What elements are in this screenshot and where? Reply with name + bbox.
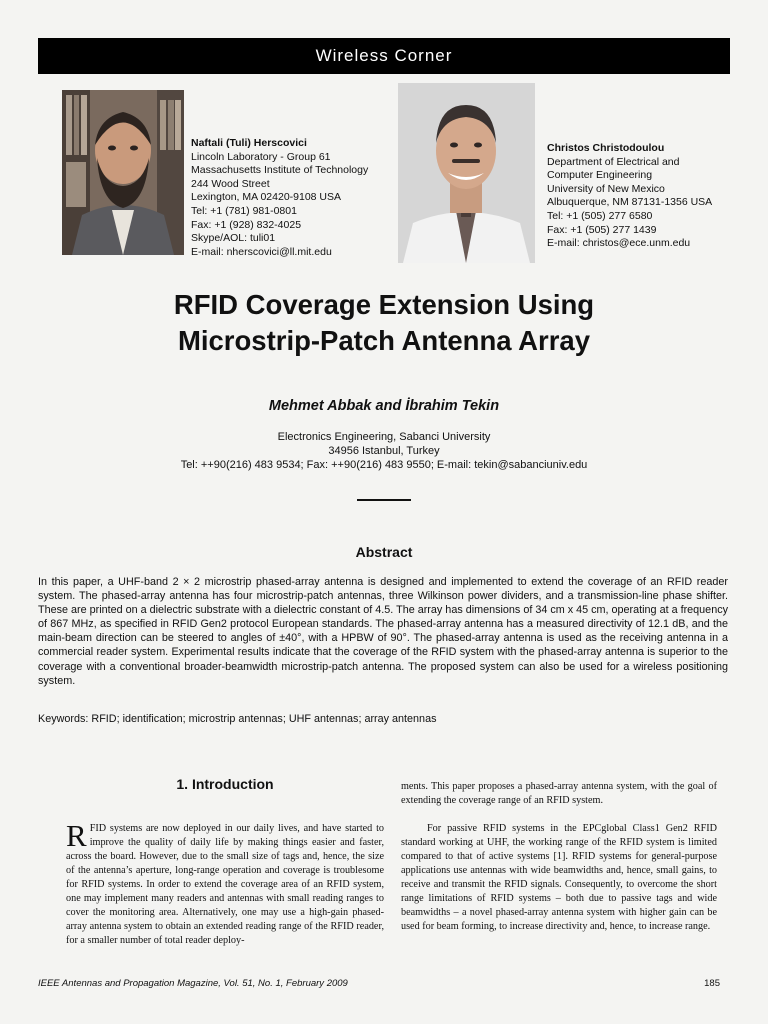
body-column-left — [66, 818, 384, 948]
columnist-name: Naftali (Tuli) Herscovici — [191, 137, 307, 149]
contact-email: E-mail: christos@ece.unm.edu — [547, 237, 691, 250]
article-title-line: RFID Coverage Extension Using — [173, 289, 595, 320]
affiliation-line: 34956 Istanbul, Turkey — [328, 445, 440, 457]
contact-line: Computer Engineering — [547, 169, 653, 182]
columnist-name: Christos Christodoulou — [547, 142, 665, 154]
article-authors: Mehmet Abbak and İbrahim Tekin — [268, 398, 500, 414]
columnist-photo-herscovici — [62, 90, 184, 255]
paragraph: ments. This paper proposes a phased-array antenna system, with the goal of extending the coverage range of an RFID system. — [401, 781, 717, 806]
section-banner: Wireless Corner — [38, 38, 730, 74]
contact-line: Department of Electrical and — [547, 155, 680, 168]
section-heading-introduction: 1. Introduction — [176, 776, 274, 792]
contact-line: Albuquerque, NM 87131-1356 USA — [547, 196, 713, 209]
contact-line: Tel: +1 (505) 277 6580 — [547, 209, 653, 222]
contact-line: University of New Mexico — [547, 182, 665, 195]
contact-line: Massachusetts Institute of Technology — [191, 164, 369, 177]
page-number: 185 — [704, 978, 720, 989]
paragraph: For passive RFID systems in the EPCglobal Class1 Gen2 RFID standard working at UHF, the working range of the RFID system is limited compared to that of active systems [1]. RFID systems for general-purpose applications use antennas with wide beamwidths and, hence, small gains, to receive and transmit the RFID signals. Consequently, to overcome the short range limitations of RFID systems – both due to passive tags and wide beamwidths – a novel phased-array antenna system with higher gain can be used for beam forming, to increase directivity and, hence, to increase range. — [401, 823, 717, 932]
affiliation-line: Electronics Engineering, Sabanci University — [277, 431, 491, 443]
contact-line: Skype/AOL: tuli01 — [191, 232, 276, 245]
author-affiliation — [40, 430, 728, 472]
article-title-line: Microstrip-Patch Antenna Array — [177, 325, 591, 356]
contact-line: Lincoln Laboratory - Group 61 — [191, 150, 331, 163]
columnist-contact-christodoulou — [547, 142, 747, 251]
affiliation-line: Tel: ++90(216) 483 9534; Fax: ++90(216) 483 9550; E-mail: tekin@sabanciuniv.edu — [180, 459, 588, 471]
columnist-contact-herscovici — [191, 137, 391, 259]
journal-citation: IEEE Antennas and Propagation Magazine, Vol. 51, No. 1, February 2009 — [38, 978, 348, 989]
keywords: Keywords: RFID; identification; microstrip antennas; UHF antennas; array antennas — [38, 713, 437, 725]
contact-line: Fax: +1 (505) 277 1439 — [547, 223, 657, 236]
contact-email: E-mail: nherscovici@ll.mit.edu — [191, 245, 332, 258]
paragraph: FID systems are now deployed in our daily lives, and have started to improve the quality of daily life by making things easier and faster, across the board. However, due to the small size of tags and, hence, the size of the antenna’s aperture, long-range operation and coverage is troublesome for RFID systems. In order to extend the coverage area of an RFID system, one may implement many readers and antennas with small reading ranges to cover the monitoring area. Alternatively, one may use a high-gain phased-array antenna system to obtain an extended reading range of the RFID reader, for a smaller number of total reader deploy- — [66, 823, 384, 946]
abstract-text: In this paper, a UHF-band 2 × 2 microstrip phased-array antenna is designed and implemented to extend the coverage of an RFID reader system. The phased-array antenna has four microstrip-patch antennas, three Wilkinson power dividers, and a transmission-line phase shifter. These are printed on a dielectric substrate with a dielectric constant of 4.5. The array has dimensions of 34 cm x 45 cm, operating at a frequency of 867 MHz, as specified in RFID Gen2 protocol European standards. The phased-array antenna has a measured directivity of 12.1 dB, and the main-beam direction can be steered to angles of ±40°, with a HPBW of 90°. The phased-array antenna is used as the receiving antenna in a commercial reader system. Experimental results indicate that the coverage of the RFID system with the phased-array antenna is superior to the coverage with a conventional broader-beamwidth microstrip-patch antenna. The proposed system can also be used for a wireless positioning system. — [38, 576, 728, 687]
contact-line: 244 Wood Street — [191, 177, 270, 190]
contact-line: Lexington, MA 02420-9108 USA — [191, 191, 342, 204]
article-title — [40, 287, 728, 359]
separator-rule — [357, 499, 411, 501]
body-column-right — [401, 780, 717, 934]
contact-line: Tel: +1 (781) 981-0801 — [191, 204, 297, 217]
contact-line: Fax: +1 (928) 832-4025 — [191, 218, 302, 231]
columnist-photo-christodoulou — [398, 83, 535, 263]
abstract-heading: Abstract — [355, 544, 413, 560]
drop-cap: R — [66, 818, 87, 853]
